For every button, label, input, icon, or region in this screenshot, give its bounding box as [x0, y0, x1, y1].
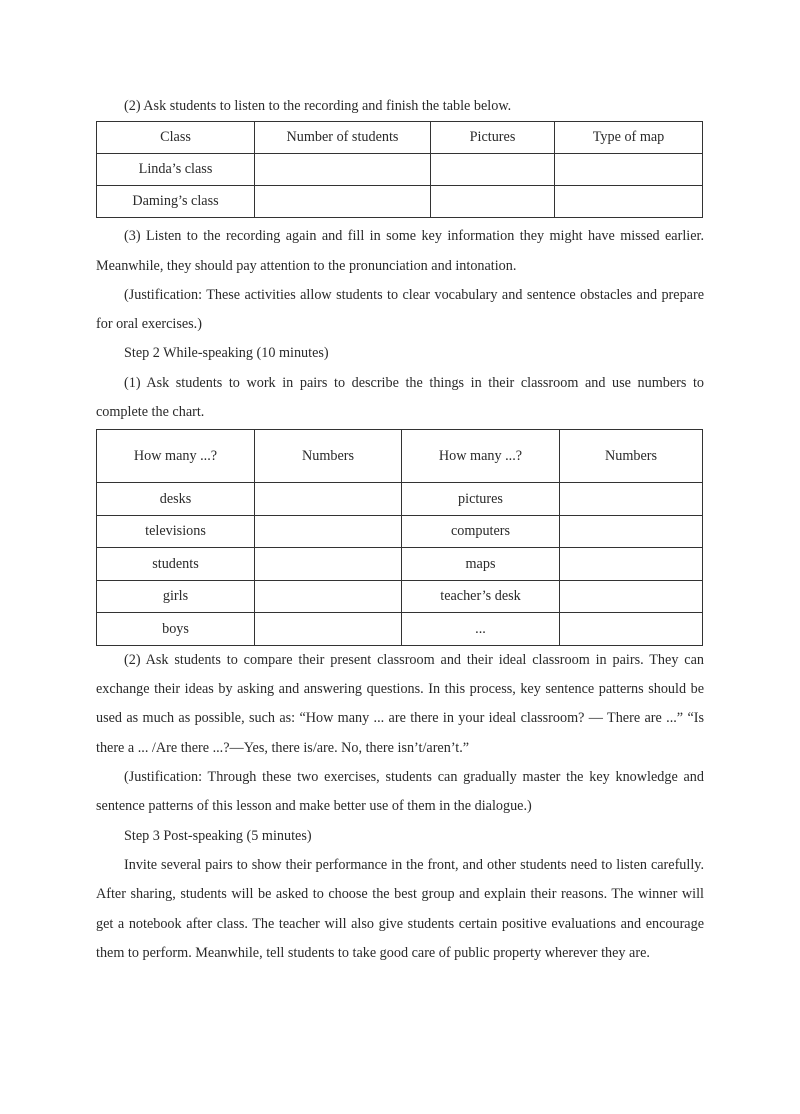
table-header-cell: Pictures [431, 122, 555, 154]
table-header-cell: Class [97, 122, 255, 154]
justification-paragraph: (Justification: Through these two exercises, students can gradually master the key knowledge and sentence patterns of this lesson and make better use of them in the dialogue.) [96, 769, 704, 815]
step3-heading: Step 3 Post-speaking (5 minutes) [124, 827, 312, 844]
table-header-cell: How many ...? [97, 430, 255, 483]
table-cell [555, 186, 703, 218]
table-row [97, 613, 703, 646]
table-row [97, 483, 703, 516]
table-row [97, 515, 703, 548]
table-cell [560, 613, 703, 646]
compare-classroom-paragraph: (2) Ask students to compare their present classroom and their ideal classroom in pairs. They can exchange their ideas by asking and answering questions. In this process, key sentence patterns should be used as much as possible, such as: “How many ... are there in your ideal classroom? — There are ...” “Is there a ... /Are there ...?—Yes, there is/are. No, there isn’t/aren’t.” [96, 651, 704, 756]
table-cell [431, 186, 555, 218]
table-cell: Linda’s class [97, 154, 255, 186]
table-header-cell: Numbers [560, 430, 703, 483]
document-page [96, 92, 704, 968]
table-row [97, 154, 703, 186]
table-header-cell: Numbers [255, 430, 402, 483]
table-cell [255, 483, 402, 516]
table-cell [255, 580, 402, 613]
table-cell: girls [97, 580, 255, 613]
table-cell: students [97, 548, 255, 581]
table-cell [560, 548, 703, 581]
table-row [97, 548, 703, 581]
table-header-row [97, 430, 703, 483]
table-header-cell: Number of students [255, 122, 431, 154]
table-cell: Daming’s class [97, 186, 255, 218]
pair-work-paragraph: (1) Ask students to work in pairs to describe the things in their classroom and use numbers to complete the chart. [96, 374, 704, 421]
table-cell: ... [402, 613, 560, 646]
listen-again-paragraph: (3) Listen to the recording again and fill in some key information they might have missed earlier. Meanwhile, they should pay attention to the pronunciation and intonation. [96, 228, 704, 274]
table-cell [255, 548, 402, 581]
table-header-cell: How many ...? [402, 430, 560, 483]
table-cell [255, 613, 402, 646]
table-row [97, 186, 703, 218]
classroom-count-table [96, 429, 703, 646]
table-cell [255, 515, 402, 548]
justification-paragraph: (Justification: These activities allow students to clear vocabulary and sentence obstacles and prepare for oral exercises.) [96, 286, 704, 333]
table-cell: televisions [97, 515, 255, 548]
table-cell [431, 154, 555, 186]
table-cell [255, 186, 431, 218]
class-info-table [96, 121, 703, 218]
table-cell: computers [402, 515, 560, 548]
table-cell: pictures [402, 483, 560, 516]
table-cell [560, 483, 703, 516]
table-header-cell: Type of map [555, 122, 703, 154]
table-row [97, 580, 703, 613]
table-cell: boys [97, 613, 255, 646]
intro-paragraph: (2) Ask students to listen to the recording and finish the table below. [124, 98, 512, 114]
table-cell: teacher’s desk [402, 580, 560, 613]
table-cell [555, 154, 703, 186]
post-speaking-paragraph: Invite several pairs to show their performance in the front, and other students need to listen carefully. After sharing, students will be asked to choose the best group and explain their reasons. The winner will get a notebook after class. The teacher will also give students certain positive evaluations and encourage them to perform. Meanwhile, tell students to take good care of public property wherever they are. [96, 856, 704, 961]
table-header-row [97, 122, 703, 154]
table-cell [560, 515, 703, 548]
step2-heading: Step 2 While-speaking (10 minutes) [124, 345, 329, 362]
table-cell: desks [97, 483, 255, 516]
table-cell: maps [402, 548, 560, 581]
table-cell [560, 580, 703, 613]
table-cell [255, 154, 431, 186]
